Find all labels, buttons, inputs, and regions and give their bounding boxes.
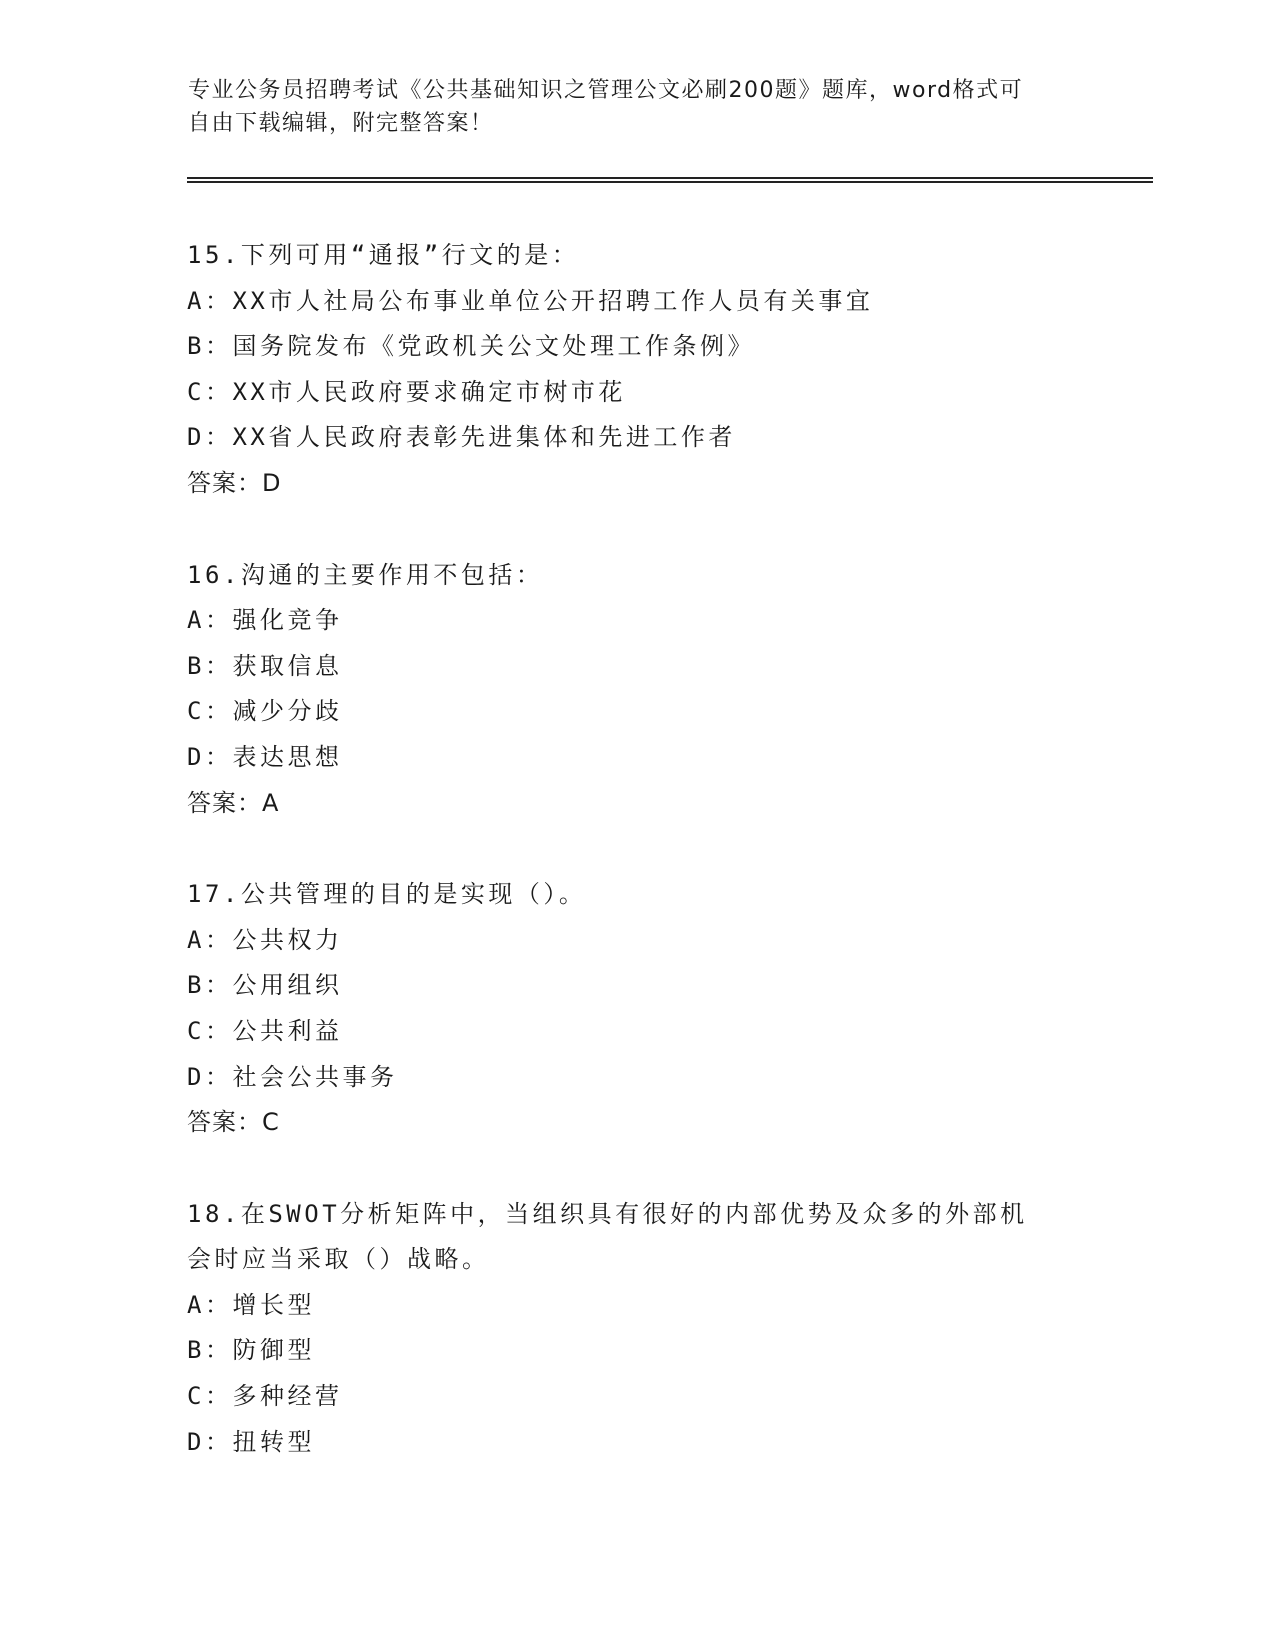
answer-label: 答案：C: [187, 1108, 280, 1137]
question-list: [187, 233, 1087, 1511]
option-c: C：公共利益: [187, 1016, 343, 1045]
option-b: B：公用组织: [187, 971, 343, 1000]
header-line-1: 专业公务员招聘考试《公共基础知识之管理公文必刷200题》题库，word格式可: [188, 78, 1024, 103]
option-b: B：防御型: [187, 1336, 315, 1365]
question-15: [187, 233, 1087, 507]
question-17: [187, 872, 1087, 1146]
option-a: A：公共权力: [187, 925, 343, 954]
option-d: D：扭转型: [187, 1427, 315, 1456]
header-divider-top: [187, 177, 1153, 179]
question-stem: 16.沟通的主要作用不包括：: [187, 560, 544, 589]
option-a: A：强化竞争: [187, 606, 343, 635]
option-c: C：减少分歧: [187, 697, 343, 726]
option-c: C：XX市人民政府要求确定市树市花: [187, 377, 626, 406]
question-stem: 18.在SWOT分析矩阵中，当组织具有很好的内部优势及众多的外部机: [187, 1199, 1028, 1228]
option-d: D：XX省人民政府表彰先进集体和先进工作者: [187, 423, 736, 452]
option-d: D：社会公共事务: [187, 1062, 398, 1091]
document-header: [188, 74, 1088, 140]
header-divider-bottom: [187, 181, 1153, 183]
header-line-2: 自由下载编辑，附完整答案！: [188, 111, 494, 136]
answer-label: 答案：D: [187, 468, 282, 497]
question-stem-continued: 会时应当采取（）战略。: [187, 1245, 490, 1274]
question-stem: 15.下列可用“通报”行文的是：: [187, 241, 580, 269]
option-d: D：表达思想: [187, 742, 343, 771]
question-stem: 17.公共管理的目的是实现（）。: [187, 880, 587, 909]
answer-label: 答案：A: [187, 788, 280, 817]
option-a: A：增长型: [187, 1290, 315, 1319]
option-c: C：多种经营: [187, 1382, 343, 1411]
question-18: [187, 1192, 1087, 1466]
question-16: [187, 553, 1087, 827]
option-b: B：国务院发布《党政机关公文处理工作条例》: [187, 332, 755, 361]
option-a: A：XX市人社局公布事业单位公开招聘工作人员有关事宜: [187, 286, 874, 315]
option-b: B：获取信息: [187, 651, 343, 680]
